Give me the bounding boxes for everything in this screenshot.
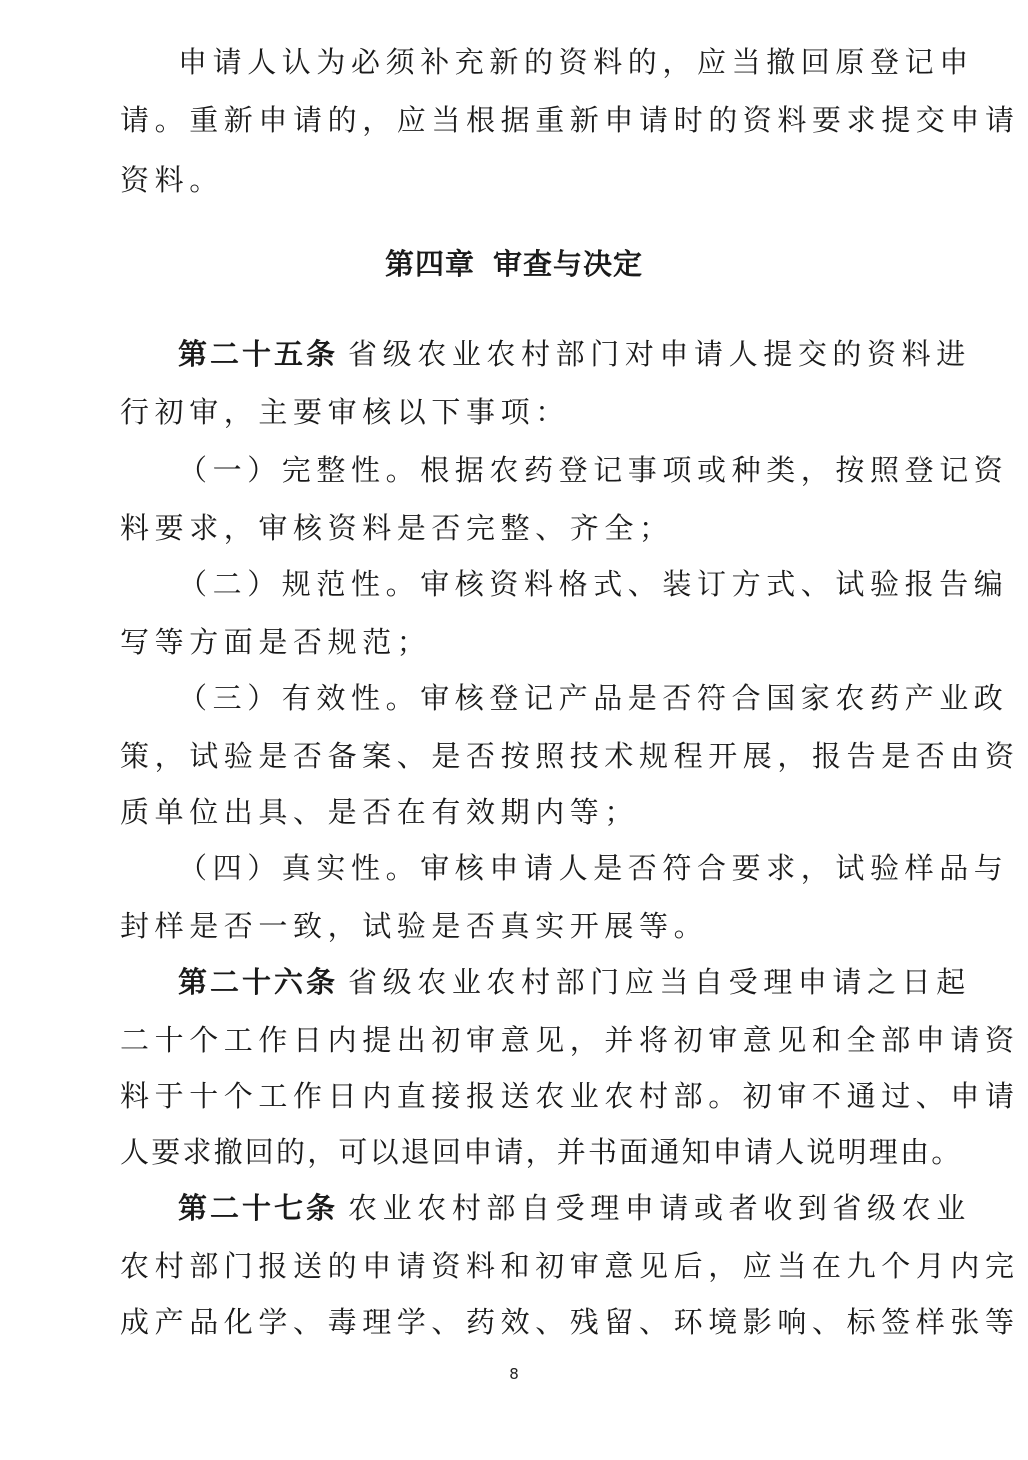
- article-number: 第二十六条: [178, 965, 339, 999]
- article-text: 省级农业农村部门应当自受理申请之日起: [348, 965, 971, 999]
- list-item-continuation: 料要求，审核资料是否完整、齐全；: [120, 511, 674, 545]
- intro-line: 资料。: [120, 163, 224, 197]
- list-item: （四）真实性。审核申请人是否符合要求，试验样品与: [178, 851, 1009, 885]
- list-item-continuation: 质单位出具、是否在有效期内等；: [120, 795, 640, 829]
- list-item: （三）有效性。审核登记产品是否符合国家农药产业政: [178, 681, 1009, 715]
- page-number: 8: [509, 1365, 519, 1383]
- chapter-heading: [0, 244, 1028, 284]
- chapter-title: 第四章: [384, 247, 475, 281]
- article-text: 农业农村部自受理申请或者收到省级农业: [348, 1191, 971, 1225]
- article-text: 省级农业农村部门对申请人提交的资料进: [348, 337, 971, 371]
- list-item-continuation: 封样是否一致，试验是否真实开展等。: [120, 909, 709, 943]
- article-number: 第二十七条: [178, 1191, 339, 1225]
- article-text-line: 成产品化学、毒理学、药效、残留、环境影响、标签样张等: [120, 1305, 1020, 1339]
- article-27-first-line: [178, 1188, 971, 1228]
- article-text-line: 行初审，主要审核以下事项：: [120, 395, 570, 429]
- intro-line: 申请人认为必须补充新的资料的，应当撤回原登记申: [178, 45, 974, 79]
- article-text-line: 农村部门报送的申请资料和初审意见后，应当在九个月内完: [120, 1249, 1020, 1283]
- intro-line: 请。重新申请的，应当根据重新申请时的资料要求提交申请: [120, 103, 1020, 137]
- article-text-line: 人要求撤回的，可以退回申请，并书面通知申请人说明理由。: [120, 1135, 963, 1169]
- article-25-first-line: [178, 334, 971, 374]
- article-26-first-line: [178, 962, 971, 1002]
- list-item-continuation: 策，试验是否备案、是否按照技术规程开展，报告是否由资: [120, 739, 1020, 773]
- chapter-subtitle: 审查与决定: [493, 247, 644, 281]
- article-text-line: 二十个工作日内提出初审意见，并将初审意见和全部申请资: [120, 1023, 1020, 1057]
- article-text-line: 料于十个工作日内直接报送农业农村部。初审不通过、申请: [120, 1079, 1020, 1113]
- list-item-continuation: 写等方面是否规范；: [120, 625, 432, 659]
- article-number: 第二十五条: [178, 337, 339, 371]
- list-item: （一）完整性。根据农药登记事项或种类，按照登记资: [178, 453, 1009, 487]
- list-item: （二）规范性。审核资料格式、装订方式、试验报告编: [178, 567, 1009, 601]
